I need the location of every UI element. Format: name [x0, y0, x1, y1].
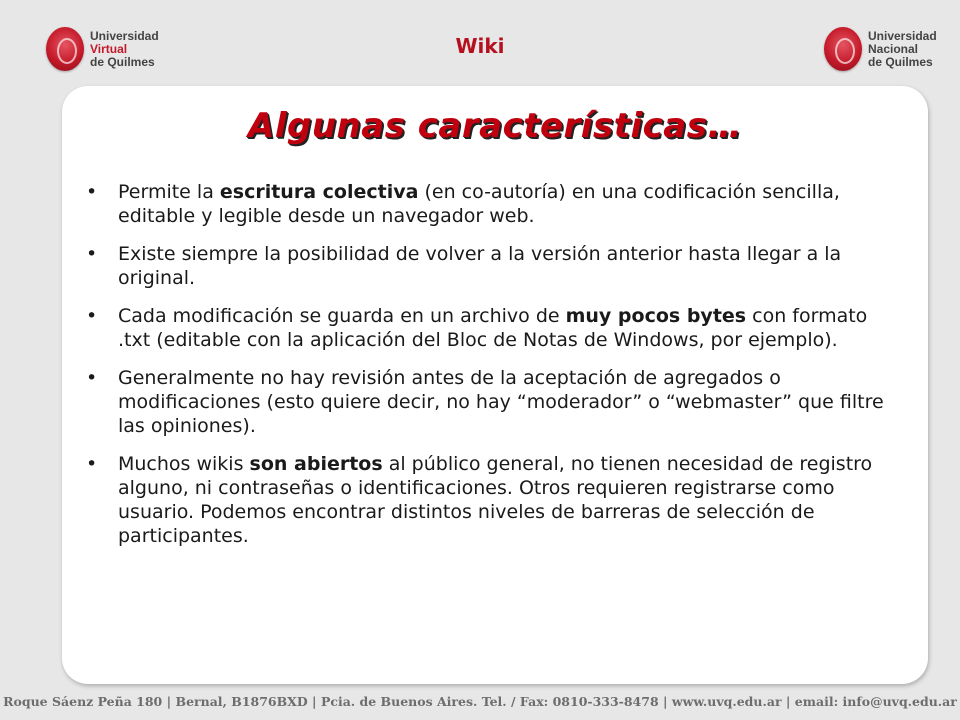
bullet-text: (en co-autoría) en una codificación sencilla, editable y legible desde un navegador web.	[118, 181, 840, 227]
logo-right-line3: de Quilmes	[868, 54, 933, 69]
bullet-text: Permite la	[118, 181, 220, 203]
bullet-icon: •	[86, 305, 98, 327]
bullet-list	[86, 180, 896, 562]
logo-right-line2: Nacional	[868, 41, 919, 56]
list-item	[86, 304, 896, 352]
header-title: Wiki	[455, 34, 505, 58]
list-item	[86, 242, 896, 290]
footer-contact: Roque Sáenz Peña 180 | Bernal, B1876BXD | Pcia. de Buenos Aires. Tel. / Fax: 0810-333-8478 | www.uvq.edu.ar | email: info@uvq.edu.ar	[3, 694, 957, 709]
bullet-icon: •	[86, 243, 98, 265]
logo-right-line1: Universidad	[868, 28, 937, 43]
bullet-text: Cada modificación se guarda en un archivo de	[118, 305, 566, 327]
list-item	[86, 366, 896, 438]
logo-left-line1: Universidad	[90, 28, 159, 43]
bullet-text: Existe siempre la posibilidad de volver a la versión anterior hasta llegar a la original.	[118, 243, 842, 289]
bullet-emphasis: son abiertos	[249, 453, 383, 475]
bullet-text: Muchos wikis	[118, 453, 250, 475]
university-seal-icon	[824, 27, 862, 71]
bullet-emphasis: muy pocos bytes	[565, 305, 747, 327]
bullet-icon: •	[86, 367, 98, 389]
bullet-text: con formato .txt (editable con la aplicación del Bloc de Notas de Windows, por ejemplo).	[118, 305, 868, 351]
bullet-text: Generalmente no hay revisión antes de la aceptación de agregados o modificaciones (esto quiere decir, no hay “moderador” o “webmaster” que filtre las opiniones).	[118, 367, 884, 437]
unq-logo	[824, 24, 937, 74]
page-title: Algunas características…	[248, 106, 742, 146]
bullet-text: al público general, no tienen necesidad de registro alguno, ni contraseñas o identificaciones. Otros requieren registrarse como usuario. Podemos encontrar distintos niveles de barreras de selección de participantes.	[118, 453, 873, 547]
logo-left-line2: Virtual	[90, 41, 128, 56]
logo-left-line3: de Quilmes	[90, 54, 155, 69]
bullet-icon: •	[86, 453, 98, 475]
bullet-emphasis: escritura colectiva	[219, 181, 419, 203]
list-item	[86, 452, 896, 548]
bullet-icon: •	[86, 181, 98, 203]
list-item	[86, 180, 896, 228]
